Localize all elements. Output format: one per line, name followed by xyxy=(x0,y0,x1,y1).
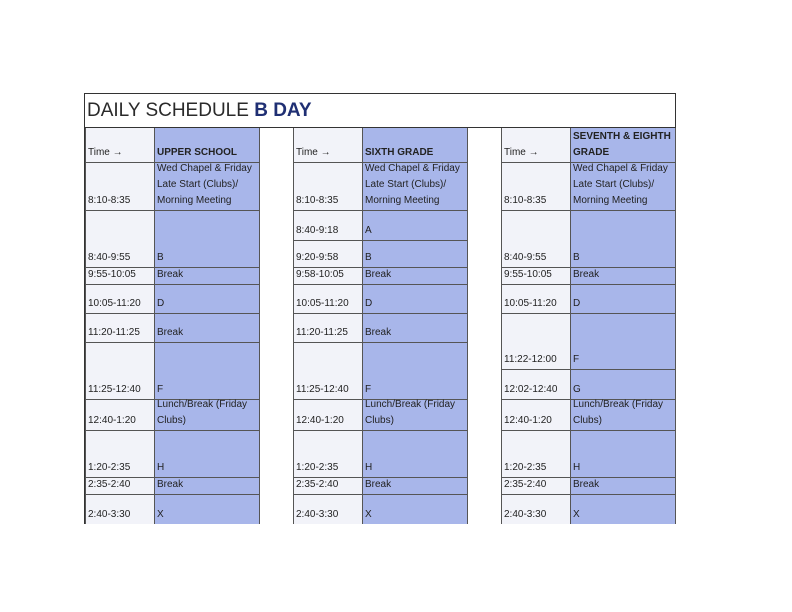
table-row xyxy=(293,163,468,211)
activity-cell xyxy=(363,285,468,313)
table-row xyxy=(85,343,260,400)
activity-cell xyxy=(571,478,676,494)
activity-cell-text: F xyxy=(365,384,372,395)
sixth-grade-header-row xyxy=(293,128,468,163)
time-cell-text: 1:20-2:35 xyxy=(504,462,547,473)
table-row xyxy=(501,431,676,478)
time-cell-text: 2:40-3:30 xyxy=(504,509,547,520)
time-cell xyxy=(85,314,155,342)
time-cell xyxy=(85,431,155,477)
table-row xyxy=(293,241,468,268)
time-cell xyxy=(501,400,571,430)
activity-cell xyxy=(571,370,676,399)
time-cell xyxy=(501,370,571,399)
time-cell xyxy=(293,478,363,494)
activity-cell-text: Break xyxy=(365,327,392,338)
activity-cell xyxy=(363,431,468,477)
activity-cell-text: H xyxy=(157,462,165,473)
activity-cell-text: Wed Chapel & Friday Late Start (Clubs)/ Morning Meeting xyxy=(157,163,252,206)
time-cell xyxy=(85,343,155,399)
time-cell xyxy=(501,163,571,210)
time-cell xyxy=(85,285,155,313)
activity-cell-text: Lunch/Break (Friday Clubs) xyxy=(573,399,664,426)
activity-cell-text: X xyxy=(573,509,580,520)
time-cell-text: 10:05-11:20 xyxy=(88,298,141,309)
table-row xyxy=(501,370,676,400)
table-row xyxy=(293,495,468,524)
time-cell-text: 9:20-9:58 xyxy=(296,252,339,263)
time-header-text: Time → xyxy=(504,147,539,158)
activity-cell xyxy=(155,495,260,524)
sixth-grade-block xyxy=(293,128,468,524)
activity-cell-text: Wed Chapel & Friday Late Start (Clubs)/ Morning Meeting xyxy=(365,163,460,206)
table-row xyxy=(85,400,260,431)
activity-cell xyxy=(155,285,260,313)
time-header xyxy=(293,128,363,162)
time-cell-text: 9:58-10:05 xyxy=(296,269,344,280)
activity-cell xyxy=(571,268,676,284)
time-cell-text: 2:40-3:30 xyxy=(88,509,131,520)
time-cell xyxy=(293,400,363,430)
activity-cell xyxy=(571,495,676,524)
activity-cell-text: Break xyxy=(573,479,600,490)
activity-cell xyxy=(571,431,676,477)
activity-cell-text: X xyxy=(365,509,372,520)
time-cell-text: 2:35-2:40 xyxy=(88,479,131,490)
time-cell-text: 11:25-12:40 xyxy=(88,384,141,395)
time-cell xyxy=(85,268,155,284)
time-header-text: Time → xyxy=(296,147,331,158)
activity-cell xyxy=(363,314,468,342)
activity-cell-text: F xyxy=(573,354,580,365)
activity-cell xyxy=(363,211,468,240)
time-cell xyxy=(501,478,571,494)
time-cell xyxy=(293,163,363,210)
time-cell-text: 2:35-2:40 xyxy=(296,479,339,490)
time-cell-text: 8:10-8:35 xyxy=(296,195,339,206)
table-row xyxy=(293,478,468,495)
table-row xyxy=(501,478,676,495)
time-cell xyxy=(501,268,571,284)
activity-cell xyxy=(155,211,260,267)
page-title xyxy=(85,94,675,128)
activity-cell-text: D xyxy=(365,298,373,309)
time-cell-text: 8:40-9:55 xyxy=(504,252,547,263)
activity-cell xyxy=(155,163,260,210)
activity-cell-text: D xyxy=(157,298,165,309)
activity-cell xyxy=(571,163,676,210)
activity-cell-text: X xyxy=(157,509,164,520)
time-cell-text: 11:22-12:00 xyxy=(504,354,557,365)
activity-cell xyxy=(363,163,468,210)
time-cell-text: 11:20-11:25 xyxy=(88,327,140,338)
time-cell-text: 8:40-9:55 xyxy=(88,252,131,263)
activity-cell xyxy=(363,478,468,494)
table-row xyxy=(293,343,468,400)
time-cell xyxy=(293,285,363,313)
activity-cell xyxy=(363,241,468,267)
activity-cell xyxy=(363,495,468,524)
time-cell-text: 12:40-1:20 xyxy=(504,415,552,426)
time-cell xyxy=(501,211,571,267)
activity-cell xyxy=(155,314,260,342)
activity-cell-text: B xyxy=(157,252,164,263)
upper-school-header-text: UPPER SCHOOL xyxy=(157,147,238,158)
title-prefix: DAILY SCHEDULE xyxy=(87,100,255,121)
time-cell-text: 1:20-2:35 xyxy=(88,462,131,473)
seventh-eighth-header xyxy=(571,128,676,162)
time-header xyxy=(85,128,155,162)
upper-school-header-row xyxy=(85,128,260,163)
activity-cell xyxy=(155,268,260,284)
activity-cell-text: Lunch/Break (Friday Clubs) xyxy=(157,399,248,426)
activity-cell-text: F xyxy=(157,384,164,395)
activity-cell xyxy=(363,343,468,399)
time-cell-text: 9:55-10:05 xyxy=(88,269,136,280)
table-row xyxy=(85,495,260,524)
activity-cell xyxy=(155,400,260,430)
activity-cell-text: Break xyxy=(573,269,600,280)
time-cell xyxy=(293,431,363,477)
time-cell xyxy=(293,268,363,284)
time-cell xyxy=(293,343,363,399)
table-row xyxy=(501,285,676,314)
time-cell xyxy=(85,478,155,494)
activity-cell-text: A xyxy=(365,225,372,236)
time-cell-text: 11:25-12:40 xyxy=(296,384,349,395)
time-cell xyxy=(501,285,571,313)
table-row xyxy=(501,163,676,211)
time-cell xyxy=(85,163,155,210)
time-cell xyxy=(501,495,571,524)
time-cell-text: 10:05-11:20 xyxy=(504,298,557,309)
activity-cell-text: B xyxy=(573,252,580,263)
activity-cell-text: Lunch/Break (Friday Clubs) xyxy=(365,399,456,426)
time-cell xyxy=(293,211,363,240)
time-cell xyxy=(85,211,155,267)
table-row xyxy=(293,400,468,431)
time-cell-text: 10:05-11:20 xyxy=(296,298,349,309)
time-cell-text: 12:40-1:20 xyxy=(296,415,344,426)
time-cell xyxy=(293,241,363,267)
title-day: B DAY xyxy=(254,100,312,121)
upper-school-block xyxy=(85,128,260,524)
activity-cell-text: H xyxy=(365,462,373,473)
activity-cell xyxy=(155,431,260,477)
table-row xyxy=(85,268,260,285)
table-row xyxy=(85,431,260,478)
time-cell-text: 11:20-11:25 xyxy=(296,327,348,338)
sixth-grade-header xyxy=(363,128,468,162)
time-cell xyxy=(293,495,363,524)
upper-school-header xyxy=(155,128,260,162)
activity-cell xyxy=(571,285,676,313)
seventh-eighth-block xyxy=(501,128,676,524)
table-row xyxy=(501,495,676,524)
time-cell-text: 12:02-12:40 xyxy=(504,384,558,395)
table-row xyxy=(501,211,676,268)
activity-cell-text: Break xyxy=(365,269,392,280)
time-cell xyxy=(501,314,571,369)
activity-cell xyxy=(571,400,676,430)
activity-cell xyxy=(363,268,468,284)
time-cell-text: 9:55-10:05 xyxy=(504,269,552,280)
seventh-eighth-header-row xyxy=(501,128,676,163)
table-row xyxy=(293,285,468,314)
time-cell-text: 8:10-8:35 xyxy=(504,195,547,206)
table-row xyxy=(85,163,260,211)
sixth-grade-header-text: SIXTH GRADE xyxy=(365,147,434,158)
table-row xyxy=(293,211,468,241)
time-header-text: Time → xyxy=(88,147,123,158)
activity-cell-text: H xyxy=(573,462,581,473)
time-cell xyxy=(85,495,155,524)
activity-cell-text: D xyxy=(573,298,581,309)
activity-cell xyxy=(363,400,468,430)
time-cell-text: 12:40-1:20 xyxy=(88,415,136,426)
activity-cell-text: G xyxy=(573,384,581,395)
activity-cell-text: Break xyxy=(157,269,184,280)
activity-cell-text: Wed Chapel & Friday Late Start (Clubs)/ Morning Meeting xyxy=(573,163,668,206)
time-cell xyxy=(501,431,571,477)
table-row xyxy=(501,400,676,431)
time-header xyxy=(501,128,571,162)
schedule-sheet xyxy=(84,93,676,524)
table-row xyxy=(293,431,468,478)
seventh-eighth-header-text: SEVENTH & EIGHTH GRADE xyxy=(573,131,671,158)
table-row xyxy=(85,478,260,495)
table-row xyxy=(85,285,260,314)
time-cell-text: 2:35-2:40 xyxy=(504,479,547,490)
column-gap xyxy=(468,128,501,524)
activity-cell-text: Break xyxy=(157,327,184,338)
activity-cell xyxy=(155,478,260,494)
table-row xyxy=(85,211,260,268)
activity-cell-text: Break xyxy=(365,479,392,490)
activity-cell xyxy=(155,343,260,399)
activity-cell xyxy=(571,211,676,267)
time-cell xyxy=(85,400,155,430)
activity-cell-text: Break xyxy=(157,479,184,490)
table-row xyxy=(293,314,468,343)
time-cell xyxy=(293,314,363,342)
table-row xyxy=(85,314,260,343)
table-row xyxy=(501,314,676,370)
time-cell-text: 8:10-8:35 xyxy=(88,195,131,206)
time-cell-text: 2:40-3:30 xyxy=(296,509,339,520)
time-cell-text: 1:20-2:35 xyxy=(296,462,339,473)
column-gap xyxy=(260,128,293,524)
activity-cell xyxy=(571,314,676,369)
activity-cell-text: B xyxy=(365,252,372,263)
table-row xyxy=(293,268,468,285)
time-cell-text: 8:40-9:18 xyxy=(296,225,339,236)
table-row xyxy=(501,268,676,285)
